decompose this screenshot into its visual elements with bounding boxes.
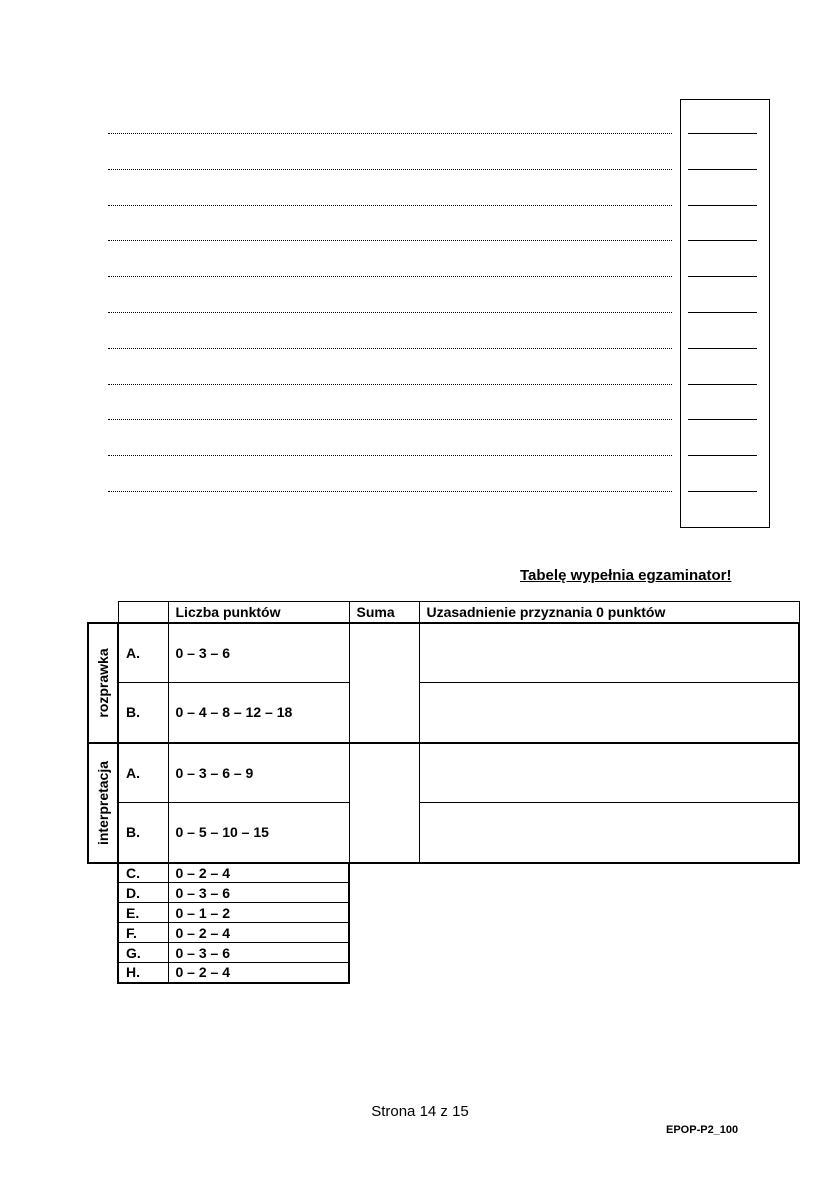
table-row: [88, 623, 799, 683]
answer-line[interactable]: [108, 419, 672, 420]
table-row: [88, 803, 799, 863]
header-sum: Suma: [349, 602, 419, 623]
group-label-rozprawka: rozprawka: [95, 647, 111, 718]
table-row: [88, 903, 799, 923]
score-table: [87, 601, 800, 984]
answer-line[interactable]: [108, 169, 672, 170]
row-letter: B.: [118, 803, 168, 863]
row-points: 0 – 3 – 6 – 9: [168, 743, 349, 803]
table-header-row: [88, 602, 799, 623]
group-label-cell: [88, 743, 118, 863]
justification-cell[interactable]: [419, 803, 799, 863]
page-number: Strona 14 z 15: [371, 1103, 469, 1120]
header-points: Liczba punktów: [168, 602, 349, 623]
table-row: [88, 963, 799, 983]
row-points: 0 – 2 – 4: [168, 863, 349, 883]
answer-line[interactable]: [108, 205, 672, 206]
row-letter: A.: [118, 743, 168, 803]
row-points: 0 – 1 – 2: [168, 903, 349, 923]
justification-cell[interactable]: [419, 683, 799, 743]
table-row: [88, 743, 799, 803]
answer-line[interactable]: [108, 133, 672, 134]
table-row: [88, 883, 799, 903]
justification-cell[interactable]: [419, 743, 799, 803]
row-points: 0 – 5 – 10 – 15: [168, 803, 349, 863]
row-points: 0 – 2 – 4: [168, 923, 349, 943]
header-justification: Uzasadnienie przyznania 0 punktów: [419, 602, 799, 623]
document-code: EPOP-P2_100: [666, 1124, 739, 1136]
table-row: [88, 923, 799, 943]
answer-line[interactable]: [108, 455, 672, 456]
row-letter: G.: [118, 943, 168, 963]
row-letter: A.: [118, 623, 168, 683]
sum-cell[interactable]: [349, 623, 419, 743]
answer-line[interactable]: [108, 276, 672, 277]
margin-score-box: [680, 99, 770, 528]
header-corner: [88, 602, 118, 623]
sum-cell[interactable]: [349, 743, 419, 863]
table-row: [88, 863, 799, 883]
group-label-interpretacja: interpretacja: [95, 760, 111, 845]
row-points: 0 – 3 – 6: [168, 943, 349, 963]
table-row: [88, 943, 799, 963]
row-letter: F.: [118, 923, 168, 943]
row-points: 0 – 2 – 4: [168, 963, 349, 983]
answer-line[interactable]: [108, 348, 672, 349]
justification-cell[interactable]: [419, 623, 799, 683]
row-letter: C.: [118, 863, 168, 883]
row-points: 0 – 3 – 6: [168, 623, 349, 683]
row-letter: E.: [118, 903, 168, 923]
row-letter: B.: [118, 683, 168, 743]
row-letter: D.: [118, 883, 168, 903]
row-letter: H.: [118, 963, 168, 983]
answer-line[interactable]: [108, 240, 672, 241]
row-points: 0 – 3 – 6: [168, 883, 349, 903]
answer-line[interactable]: [108, 312, 672, 313]
answer-line[interactable]: [108, 491, 672, 492]
table-row: [88, 683, 799, 743]
table-caption: Tabelę wypełnia egzaminator!: [520, 567, 732, 584]
answer-line[interactable]: [108, 384, 672, 385]
row-points: 0 – 4 – 8 – 12 – 18: [168, 683, 349, 743]
group-label-cell: [88, 623, 118, 743]
header-blank: [118, 602, 168, 623]
